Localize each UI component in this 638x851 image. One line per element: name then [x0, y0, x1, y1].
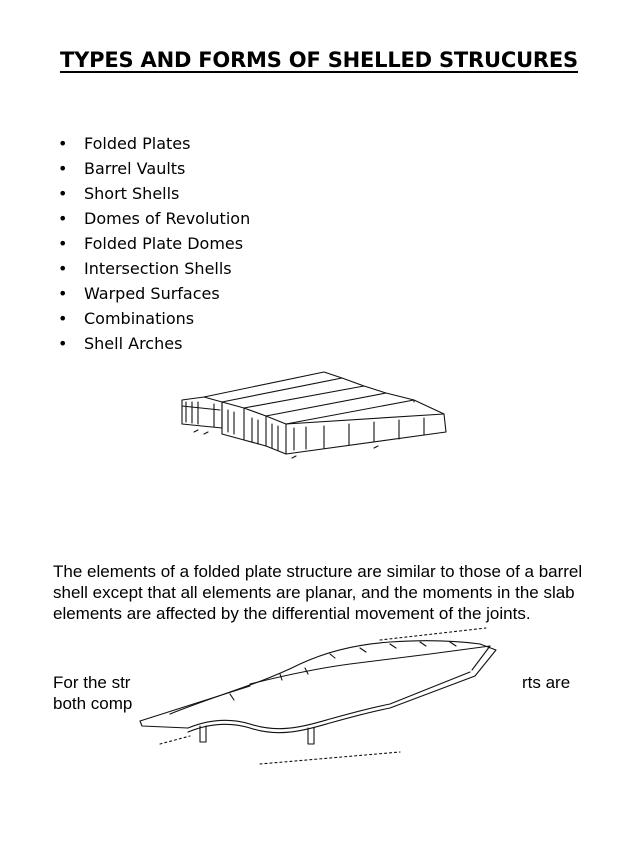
list-item: • Warped Surfaces [58, 281, 250, 306]
bullet-icon: • [58, 134, 68, 153]
paragraph-fragment-line2-left: both comp [53, 694, 133, 713]
list-item: • Shell Arches [58, 331, 250, 356]
folded-plate-building-sketch [174, 366, 469, 466]
paragraph-fragment-line1-left: For the str [53, 673, 131, 692]
bullet-icon: • [58, 309, 68, 328]
bullet-icon: • [58, 184, 68, 203]
paragraph-folded-plate: The elements of a folded plate structure are similar to those of a barrel shell except that all elements are planar, and the moments in the slab elements are affected by the differential movement of the joints. [53, 562, 583, 623]
bullet-icon: • [58, 334, 68, 353]
paragraph-fragment-line1-right: rts are [522, 673, 571, 692]
bullet-icon: • [58, 234, 68, 253]
list-item: • Barrel Vaults [58, 156, 250, 181]
list-item: • Combinations [58, 306, 250, 331]
list-item: • Short Shells [58, 181, 250, 206]
shell-types-list [58, 131, 250, 356]
barrel-shell-sketch [130, 624, 510, 770]
list-item: • Folded Plates [58, 131, 250, 156]
bullet-icon: • [58, 209, 68, 228]
list-item: • Folded Plate Domes [58, 231, 250, 256]
list-item: • Domes of Revolution [58, 206, 250, 231]
bullet-icon: • [58, 159, 68, 178]
bullet-icon: • [58, 284, 68, 303]
bullet-icon: • [58, 259, 68, 278]
list-item: • Intersection Shells [58, 256, 250, 281]
page-title: TYPES AND FORMS OF SHELLED STRUCURES [60, 48, 578, 72]
